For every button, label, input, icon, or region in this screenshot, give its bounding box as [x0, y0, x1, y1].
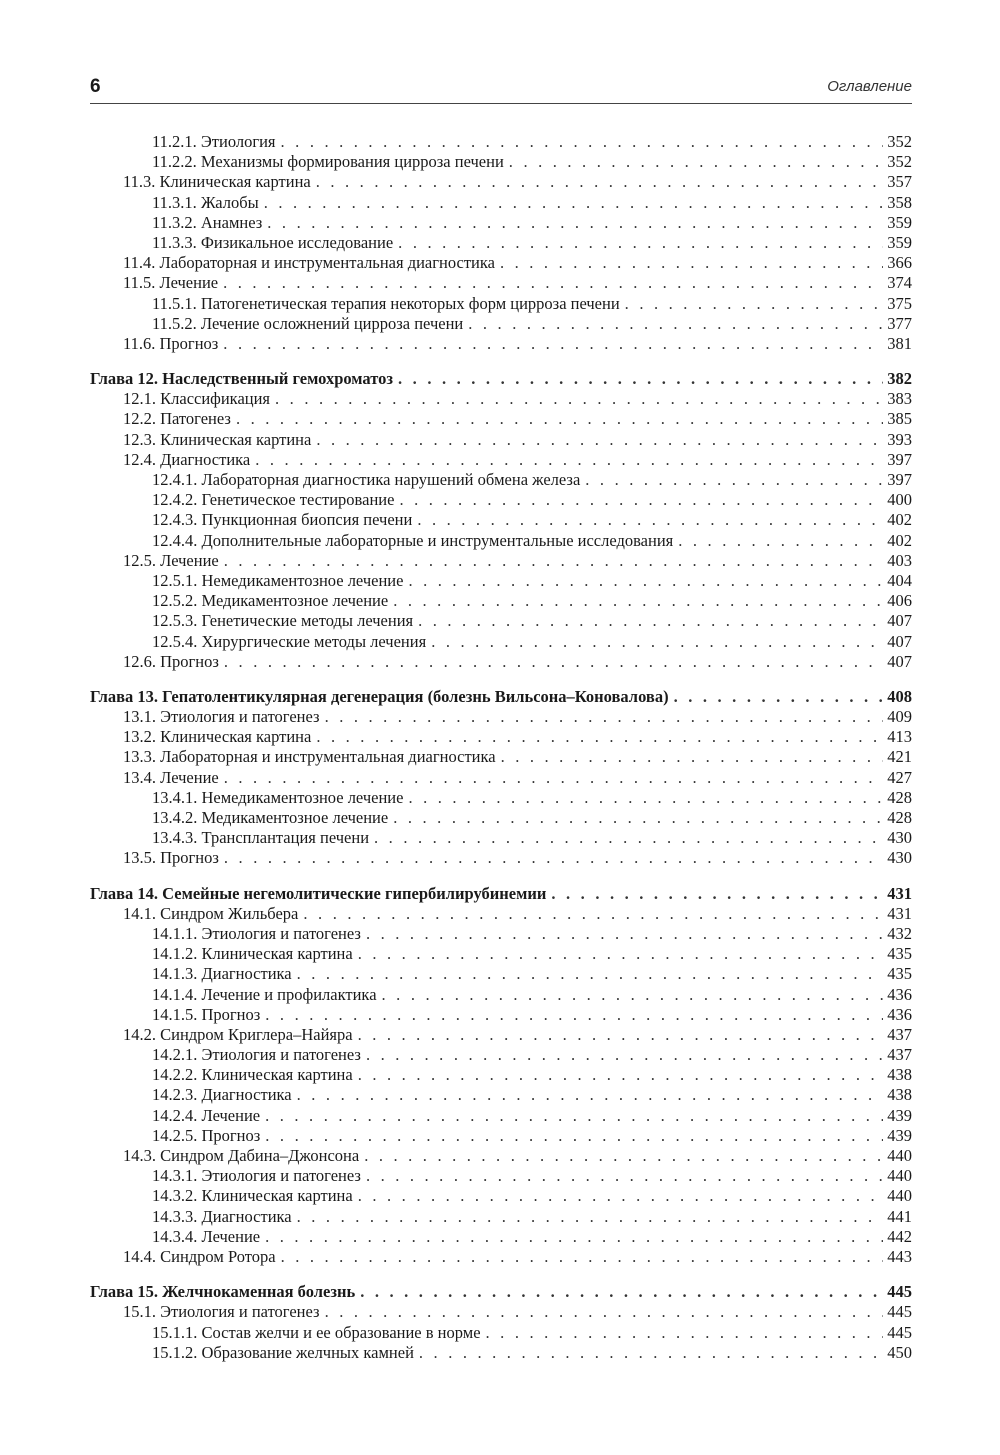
toc-entry-title: Глава 13. Гепатолентикулярная дегенерация (болезнь Вильсона–Коновалова) [90, 686, 669, 706]
toc-entry [90, 490, 912, 510]
toc-entry-title: 14.3.4. Лечение [152, 1226, 261, 1246]
toc-entry-title: 13.1. Этиология и патогенез [123, 707, 320, 727]
toc-entry [90, 1085, 912, 1105]
dot-leader [393, 808, 883, 828]
toc-entry-page: 440 [887, 1186, 912, 1206]
toc-entry-page: 439 [887, 1125, 912, 1145]
toc-entry-title: 14.3.2. Клиническая картина [152, 1186, 353, 1206]
toc-entry-page: 450 [887, 1342, 912, 1362]
dot-leader [419, 1343, 883, 1363]
dot-leader [316, 430, 883, 450]
toc-entry-page: 352 [887, 152, 912, 172]
toc-entry [90, 768, 912, 788]
toc-entry-title: 11.6. Прогноз [123, 333, 219, 353]
toc-entry-title: 12.2. Патогенез [123, 409, 231, 429]
toc-entry-page: 431 [887, 903, 912, 923]
dot-leader [223, 334, 883, 354]
toc-entry [90, 1146, 912, 1166]
dot-leader [408, 788, 883, 808]
toc-entry [90, 632, 912, 652]
dot-leader [224, 551, 884, 571]
dot-leader [501, 747, 884, 767]
toc-entry-page: 359 [887, 232, 912, 252]
dot-leader [398, 233, 883, 253]
toc-entry-page: 440 [887, 1146, 912, 1165]
toc-entry-page: 393 [887, 429, 912, 449]
dot-leader [297, 964, 884, 984]
dot-leader [678, 531, 883, 551]
toc-entry [90, 788, 912, 808]
toc-entry-title: 13.4.3. Трансплантация печени [152, 828, 370, 848]
toc-entry-page: 406 [887, 591, 912, 611]
toc-entry [90, 470, 912, 490]
dot-leader [267, 213, 883, 233]
dot-leader [625, 294, 884, 314]
toc-entry-page: 432 [887, 923, 912, 943]
toc-entry-title: 14.2. Синдром Криглера–Найяра [123, 1024, 353, 1044]
dot-leader [264, 193, 884, 213]
header-rule [90, 103, 912, 104]
toc-entry [90, 551, 912, 571]
toc-entry [90, 1166, 912, 1186]
toc-entry [90, 828, 912, 848]
dot-leader [364, 1146, 883, 1166]
toc-entry [90, 1045, 912, 1065]
toc-entry-title: 14.1.1. Этиология и патогенез [152, 923, 361, 943]
toc-entry [90, 430, 912, 450]
toc-entry [90, 747, 912, 767]
dot-leader [265, 1227, 883, 1247]
toc-entry-page: 441 [887, 1206, 912, 1226]
toc-entry [90, 213, 912, 233]
toc-entry-title: 14.3.1. Этиология и патогенез [152, 1166, 361, 1186]
dot-leader [408, 571, 883, 591]
toc-entry [90, 924, 912, 944]
toc-entry-page: 437 [887, 1045, 912, 1065]
dot-leader [223, 273, 883, 293]
toc-entry-title: 11.5. Лечение [123, 273, 219, 293]
dot-leader [297, 1085, 884, 1105]
chapter-heading [90, 884, 912, 904]
toc-entry-page: 404 [887, 570, 912, 590]
toc-entry-title: 11.3.2. Анамнез [152, 212, 263, 232]
toc-entry-page: 374 [887, 273, 912, 293]
dot-leader [399, 490, 883, 510]
toc-entry-page: 427 [887, 767, 912, 787]
toc-entry-page: 402 [887, 530, 912, 550]
dot-leader [366, 1166, 883, 1186]
toc-entry [90, 1302, 912, 1322]
dot-leader [398, 369, 883, 389]
toc-entry-title: 11.3. Клиническая картина [123, 172, 311, 192]
toc-entry-title: 12.4.1. Лабораторная диагностика нарушений обмена железа [152, 470, 581, 489]
toc-entry-title: 13.4.1. Немедикаментозное лечение [152, 787, 404, 807]
toc-entry-title: 12.6. Прогноз [123, 651, 219, 671]
dot-leader [297, 1207, 884, 1227]
dot-leader [418, 611, 883, 631]
dot-leader [393, 591, 883, 611]
chapter-heading [90, 1282, 912, 1302]
dot-leader [674, 687, 884, 707]
dot-leader [417, 510, 883, 530]
dot-leader [316, 172, 884, 192]
toc-entry-page: 377 [887, 313, 912, 333]
toc-entry [90, 1247, 912, 1267]
toc-entry-page: 435 [887, 944, 912, 964]
toc-entry [90, 334, 912, 354]
toc-entry-title: 13.4. Лечение [123, 767, 219, 787]
toc-entry [90, 1106, 912, 1126]
toc-entry-page: 435 [887, 964, 912, 984]
toc-entry-title: 12.5.2. Медикаментозное лечение [152, 591, 389, 611]
toc-entry-page: 382 [887, 369, 912, 389]
dot-leader [358, 944, 884, 964]
toc-entry-title: 11.2.2. Механизмы формирования цирроза печени [152, 152, 504, 172]
toc-entry-title: 13.4.2. Медикаментозное лечение [152, 808, 389, 827]
toc-entry-title: 12.3. Клиническая картина [123, 429, 312, 449]
dot-leader [358, 1025, 884, 1045]
toc-entry [90, 652, 912, 672]
toc-entry-title: 11.3.3. Физикальное исследование [152, 232, 394, 252]
dot-leader [585, 470, 883, 490]
page-number: 6 [90, 76, 101, 97]
dot-leader [486, 1323, 884, 1343]
dot-leader [224, 652, 883, 672]
toc-entry-page: 421 [887, 747, 912, 767]
toc-entry-page: 403 [887, 550, 912, 570]
toc-entry [90, 904, 912, 924]
toc-entry-title: 13.5. Прогноз [123, 848, 219, 868]
toc-entry [90, 450, 912, 470]
dot-leader [382, 985, 884, 1005]
toc-entry [90, 591, 912, 611]
toc-entry-title: 15.1.2. Образование желчных камней [152, 1342, 414, 1362]
toc-entry [90, 1005, 912, 1025]
dot-leader [224, 848, 883, 868]
toc-entry-page: 366 [887, 253, 912, 273]
toc-entry [90, 193, 912, 213]
toc-entry [90, 944, 912, 964]
dot-leader [265, 1126, 883, 1146]
dot-leader [303, 904, 883, 924]
toc-entry-page: 430 [887, 848, 912, 868]
toc-entry-page: 383 [887, 389, 912, 409]
dot-leader [236, 409, 883, 429]
toc-entry [90, 409, 912, 429]
toc-entry [90, 707, 912, 727]
toc-entry-title: 14.1.2. Клиническая картина [152, 944, 353, 964]
toc-entry [90, 389, 912, 409]
toc-entry-page: 445 [887, 1302, 912, 1322]
toc-entry [90, 808, 912, 828]
chapter-heading [90, 687, 912, 707]
dot-leader [509, 152, 883, 172]
toc-entry-page: 385 [887, 409, 912, 429]
toc-entry-title: 12.4. Диагностика [123, 449, 251, 469]
toc-entry-title: 15.1. Этиология и патогенез [123, 1302, 320, 1322]
toc-entry-page: 359 [887, 212, 912, 232]
toc-entry [90, 985, 912, 1005]
dot-leader [374, 828, 883, 848]
toc-entry [90, 1343, 912, 1363]
dot-leader [358, 1186, 884, 1206]
toc-entry-title: 12.1. Классификация [123, 389, 271, 409]
dot-leader [468, 314, 883, 334]
toc-entry-title: 14.1.3. Диагностика [152, 964, 292, 984]
dot-leader [224, 768, 884, 788]
toc-entry [90, 233, 912, 253]
toc-entry-page: 438 [887, 1065, 912, 1085]
toc-entry-title: Глава 12. Наследственный гемохроматоз [90, 369, 394, 389]
toc-entry [90, 1227, 912, 1247]
toc-entry-title: 12.4.3. Пункционная биопсия печени [152, 510, 413, 530]
toc-entry-title: 12.4.2. Генетическое тестирование [152, 490, 395, 510]
dot-leader [366, 1045, 883, 1065]
toc-entry-title: 14.3.3. Диагностика [152, 1206, 292, 1226]
toc-entry [90, 273, 912, 293]
toc-entry-page: 442 [887, 1226, 912, 1246]
toc-entry-title: 11.4. Лабораторная и инструментальная диагностика [123, 253, 495, 273]
dot-leader [500, 253, 883, 273]
toc-entry [90, 964, 912, 984]
toc-entry-page: 437 [887, 1024, 912, 1044]
dot-leader [275, 389, 883, 409]
dot-leader [551, 884, 883, 904]
toc-entry-page: 445 [887, 1282, 912, 1302]
toc-entry-page: 439 [887, 1105, 912, 1125]
toc-entry-title: 12.5. Лечение [123, 550, 219, 570]
toc-entry [90, 152, 912, 172]
toc-entry-title: 12.4.4. Дополнительные лабораторные и инструментальные исследования [152, 530, 674, 550]
toc-entry-title: 14.2.4. Лечение [152, 1105, 261, 1125]
toc-entry [90, 510, 912, 530]
toc-entry-title: 14.1.5. Прогноз [152, 1004, 261, 1024]
table-of-contents [90, 132, 912, 1363]
toc-entry-title: 14.2.3. Диагностика [152, 1085, 292, 1105]
toc-entry-title: 12.5.1. Немедикаментозное лечение [152, 570, 404, 590]
toc-entry-page: 440 [887, 1166, 912, 1186]
dot-leader [281, 1247, 884, 1267]
toc-entry [90, 727, 912, 747]
toc-entry-page: 357 [887, 172, 912, 192]
toc-entry-page: 407 [887, 651, 912, 671]
dot-leader [265, 1106, 883, 1126]
toc-entry-title: 15.1.1. Состав желчи и ее образование в норме [152, 1322, 481, 1342]
dot-leader [281, 132, 884, 152]
toc-entry-title: 14.2.5. Прогноз [152, 1125, 261, 1145]
toc-entry-page: 402 [887, 510, 912, 530]
toc-entry-page: 397 [887, 470, 912, 489]
toc-entry-title: 13.2. Клиническая картина [123, 727, 312, 747]
toc-entry [90, 1025, 912, 1045]
toc-entry-page: 358 [887, 192, 912, 212]
toc-entry [90, 571, 912, 591]
toc-entry-title: 12.5.3. Генетические методы лечения [152, 611, 414, 631]
toc-entry [90, 531, 912, 551]
toc-entry-title: 14.2.2. Клиническая картина [152, 1065, 353, 1085]
toc-entry-title: Глава 14. Семейные негемолитические гипербилирубинемии [90, 883, 547, 903]
toc-entry-title: 14.2.1. Этиология и патогенез [152, 1045, 361, 1065]
dot-leader [360, 1282, 883, 1302]
toc-entry-page: 397 [887, 449, 912, 469]
dot-leader [325, 1302, 884, 1322]
toc-entry-title: 12.5.4. Хирургические методы лечения [152, 631, 427, 651]
running-title: Оглавление [827, 78, 912, 95]
dot-leader [255, 450, 883, 470]
toc-entry-title: 11.5.1. Патогенетическая терапия некоторых форм цирроза печени [152, 293, 620, 313]
toc-entry-page: 400 [887, 490, 912, 510]
toc-entry [90, 253, 912, 273]
toc-entry [90, 132, 912, 152]
toc-entry [90, 1126, 912, 1146]
toc-entry-page: 431 [887, 883, 912, 903]
dot-leader [325, 707, 884, 727]
dot-leader [366, 924, 883, 944]
toc-entry-page: 445 [887, 1322, 912, 1342]
toc-entry-title: 13.3. Лабораторная и инструментальная диагностика [123, 747, 496, 767]
toc-entry-title: 14.4. Синдром Ротора [123, 1246, 276, 1266]
toc-entry-page: 438 [887, 1085, 912, 1105]
toc-entry-title: 11.5.2. Лечение осложнений цирроза печени [152, 313, 464, 333]
toc-entry-page: 352 [887, 132, 912, 151]
dot-leader [265, 1005, 883, 1025]
toc-entry-title: 11.3.1. Жалобы [152, 192, 259, 212]
toc-entry-page: 407 [887, 631, 912, 651]
toc-entry-title: Глава 15. Желчнокаменная болезнь [90, 1282, 356, 1302]
dot-leader [431, 632, 883, 652]
toc-entry-page: 436 [887, 1004, 912, 1024]
toc-entry [90, 1065, 912, 1085]
toc-entry [90, 314, 912, 334]
dot-leader [358, 1065, 884, 1085]
toc-entry [90, 1323, 912, 1343]
toc-entry-page: 375 [887, 293, 912, 313]
toc-entry-page: 443 [887, 1246, 912, 1266]
toc-entry-page: 428 [887, 808, 912, 827]
toc-entry [90, 1186, 912, 1206]
toc-entry-title: 14.1.4. Лечение и профилактика [152, 984, 377, 1004]
toc-entry [90, 1207, 912, 1227]
toc-entry [90, 294, 912, 314]
toc-entry-page: 409 [887, 707, 912, 727]
toc-entry-page: 430 [887, 828, 912, 848]
toc-entry [90, 172, 912, 192]
dot-leader [316, 727, 883, 747]
toc-entry-page: 381 [887, 333, 912, 353]
toc-entry-title: 11.2.1. Этиология [152, 132, 276, 151]
toc-entry [90, 611, 912, 631]
toc-entry-title: 14.1. Синдром Жильбера [123, 903, 299, 923]
toc-entry [90, 848, 912, 868]
toc-entry-page: 436 [887, 984, 912, 1004]
toc-entry-page: 428 [887, 787, 912, 807]
toc-entry-page: 413 [887, 727, 912, 747]
chapter-heading [90, 369, 912, 389]
toc-entry-page: 407 [887, 611, 912, 631]
toc-entry-page: 408 [887, 686, 912, 706]
toc-entry-title: 14.3. Синдром Дабина–Джонсона [123, 1146, 360, 1165]
